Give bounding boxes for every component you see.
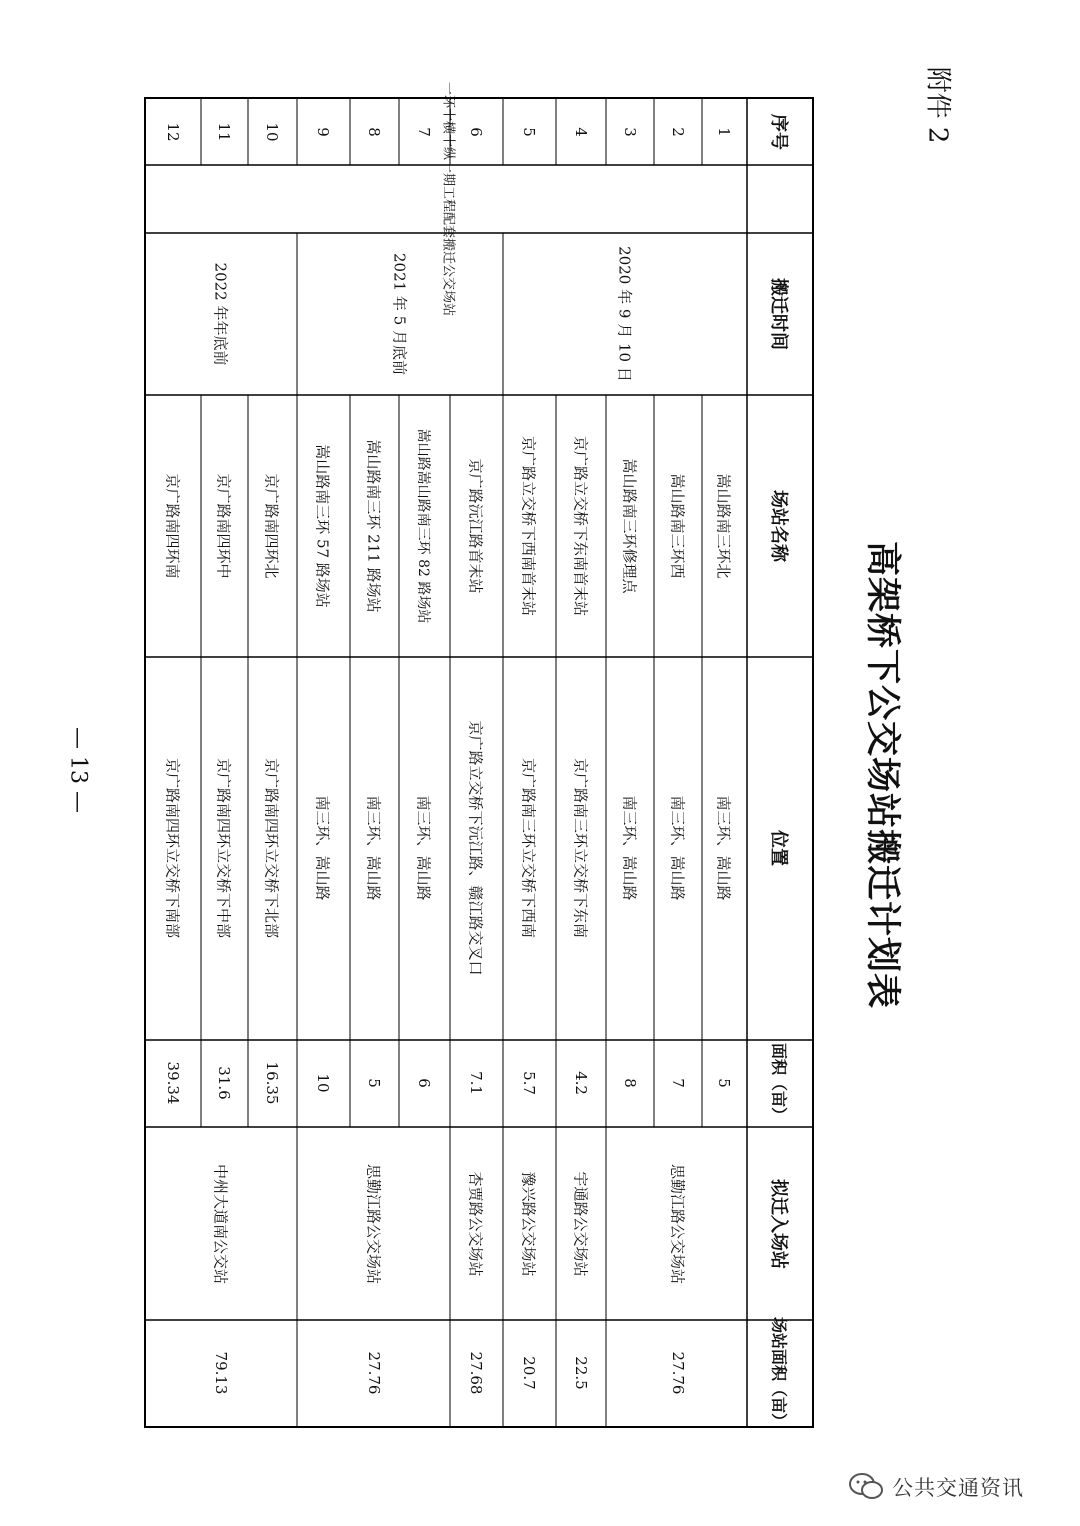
row-name: 京广路南四环中 <box>214 473 233 579</box>
row-name: 嵩山路嵩山路南三环 82 路场站 <box>415 428 431 624</box>
row-name: 京广路沅江路首末站 <box>466 458 485 594</box>
row-location: 京广路南四环立交桥下中部 <box>214 757 233 939</box>
time-group-2: 2021 年 5 月底前 <box>390 252 409 376</box>
row-location: 京广路南三环立交桥下西南 <box>519 757 538 939</box>
row-name: 京广路立交桥下西南首末站 <box>519 435 538 617</box>
target-name: 思勤江路公交场站 <box>364 1163 383 1285</box>
target-area: 27.76 <box>669 1351 687 1395</box>
row-seq: 6 <box>467 127 485 137</box>
row-area: 31.6 <box>215 1066 233 1100</box>
row-area: 4.2 <box>572 1071 590 1095</box>
row-name: 嵩山路南三环修理点 <box>620 458 639 594</box>
target-name: 宇通路公交场站 <box>571 1171 590 1277</box>
target-name: 杏贾路公交场站 <box>466 1171 485 1277</box>
target-name: 豫兴路公交场站 <box>519 1171 538 1277</box>
row-location: 南三环、嵩山路 <box>364 795 383 901</box>
target-area: 27.68 <box>467 1351 485 1395</box>
row-area: 5 <box>365 1078 383 1088</box>
row-name: 嵩山路南三环 211 路场站 <box>364 439 383 613</box>
row-name: 嵩山路南三环西 <box>668 473 687 579</box>
row-area: 16.35 <box>263 1061 281 1105</box>
header-target-area: 场站面积（亩） <box>769 1316 789 1430</box>
row-location: 南三环、嵩山路 <box>313 795 332 901</box>
watermark <box>848 1472 1024 1502</box>
group-label: 一环十横十纵一期工程配套搬迁公交场站 <box>440 81 456 316</box>
row-area: 8 <box>621 1078 639 1088</box>
row-name: 京广路南四环南 <box>163 473 182 579</box>
row-area: 7.1 <box>467 1071 485 1095</box>
row-area: 7 <box>669 1078 687 1088</box>
row-area: 10 <box>314 1073 332 1093</box>
row-seq: 10 <box>263 122 281 142</box>
row-location: 南三环、嵩山路 <box>620 795 639 901</box>
row-name: 嵩山路南三环 57 路场站 <box>313 444 332 608</box>
watermark-text: 公共交通资讯 <box>892 1476 1024 1500</box>
time-group-3: 2022 年年底前 <box>211 262 230 366</box>
header-target: 拟迁入场站 <box>768 1179 789 1269</box>
target-area: 22.5 <box>572 1356 590 1390</box>
row-seq: 5 <box>520 127 538 137</box>
row-area: 5.7 <box>520 1071 538 1095</box>
target-area: 27.76 <box>365 1351 383 1395</box>
row-location: 京广路南四环立交桥下南部 <box>163 757 182 939</box>
row-name: 京广路南四环北 <box>262 473 281 579</box>
target-name: 思勤江路公交场站 <box>668 1163 687 1285</box>
row-seq: 9 <box>314 127 332 137</box>
header-seq: 序号 <box>768 114 789 150</box>
row-location: 京广路南四环立交桥下北部 <box>262 757 281 939</box>
row-seq: 12 <box>164 122 182 142</box>
row-seq: 2 <box>669 127 687 137</box>
row-area: 39.34 <box>164 1061 182 1105</box>
row-location: 南三环、嵩山路 <box>414 795 433 901</box>
header-area: 面积（亩） <box>769 1042 789 1124</box>
row-name: 嵩山路南三环北 <box>714 473 733 579</box>
chat-bubbles-icon <box>848 1472 884 1502</box>
time-group-1: 2020 年 9 月 10 日 <box>615 246 634 382</box>
header-name: 场站名称 <box>768 490 789 562</box>
target-area: 79.13 <box>212 1351 230 1395</box>
row-location: 南三环、嵩山路 <box>668 795 687 901</box>
row-seq: 8 <box>365 127 383 137</box>
header-time: 搬迁时间 <box>768 278 789 350</box>
attachment-label: 附件 2 <box>922 66 953 144</box>
header-location: 位置 <box>768 830 789 866</box>
target-name: 中州大道南公交站 <box>211 1163 230 1285</box>
row-seq: 11 <box>215 122 233 142</box>
row-location: 京广路南三环立交桥下东南 <box>571 757 590 939</box>
document-title: 高架桥下公交场站搬迁计划表 <box>862 540 903 1010</box>
row-location: 京广路立交桥下沅江路、赣江路交叉口 <box>466 720 485 976</box>
row-seq: 7 <box>415 127 433 137</box>
row-seq: 3 <box>621 127 639 137</box>
page-number: — 13 — <box>65 727 91 813</box>
row-location: 南三环、嵩山路 <box>714 795 733 901</box>
row-area: 5 <box>715 1078 733 1088</box>
row-name: 京广路立交桥下东南首末站 <box>571 435 590 617</box>
target-area: 20.7 <box>520 1356 538 1390</box>
row-area: 6 <box>415 1078 433 1088</box>
row-seq: 4 <box>572 127 590 137</box>
row-seq: 1 <box>715 127 733 137</box>
